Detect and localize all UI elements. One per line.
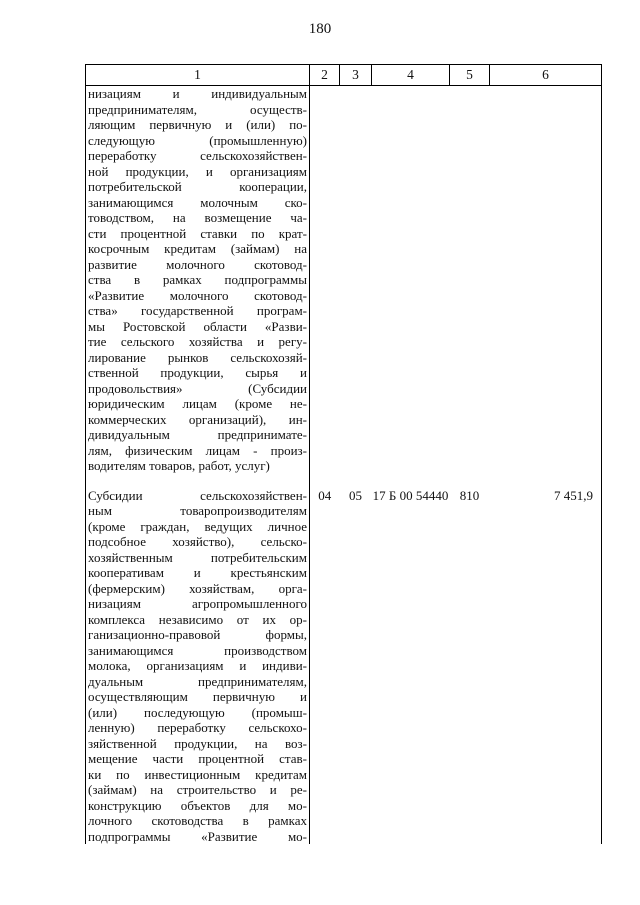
text-line: кооперативам и крестьянским [88,565,307,580]
header-col-3: 3 [340,65,372,86]
text-line: лям, физическим лицам - произ- [88,442,307,458]
text-line: ным товаропроизводителям [88,503,307,518]
row1-col-3 [340,86,372,488]
row2-target-article-code: 17 Б 00 54440 [372,487,449,503]
table-row [86,86,602,488]
text-line: мы Ростовской области «Разви- [88,318,307,334]
text-line: предпринимателям, осуществ- [88,101,307,117]
text-line: ляющим первичную и (или) по- [88,117,307,132]
budget-table [85,64,602,844]
text-line: молока, организациям и индиви- [88,658,307,673]
header-col-1: 1 [86,65,310,86]
text-line: ной продукции, и организациям [88,163,307,179]
text-line: Субсидии сельскохозяйствен- [88,487,307,503]
row2-description [86,488,310,845]
text-line: развитие молочного скотовод- [88,256,307,272]
text-line: коммерческих организаций), ин- [88,411,307,427]
header-col-2: 2 [310,65,340,86]
text-line: низациям и индивидуальным [88,86,307,101]
table-row [86,488,602,845]
text-line: подпрограммы «Развитие мо- [88,828,307,844]
row2-subsection-code: 05 [349,487,362,503]
text-line: тие сельского хозяйства и регу- [88,334,307,349]
text-line: продовольствия» (Субсидии [88,380,307,396]
row1-col-6 [490,86,602,488]
page-number: 180 [308,21,332,37]
row2-expense-type-code: 810 [459,487,480,503]
text-line: подсобное хозяйство), сельско- [88,534,307,549]
row1-description [86,86,310,488]
text-line: ства» государственной програм- [88,303,307,318]
text-line: ки по инвестиционным кредитам [88,766,307,782]
text-line: ства в рамках подпрограммы [88,272,307,287]
text-line: дивидуальным предпринимате- [88,427,307,442]
text-line: сти процентной ставки по крат- [88,225,307,241]
row1-col-5 [450,86,490,488]
text-line: занимающимся молочным ско- [88,194,307,210]
text-line: товодством, на возмещение ча- [88,210,307,225]
text-line: ганизационно-правовой формы, [88,627,307,642]
text-line: дуальным предпринимателям, [88,673,307,689]
text-line: (кроме граждан, ведущих личное [88,518,307,534]
row2-section-code: 04 [318,487,332,503]
text-line: лирование рынков сельскохозяй- [88,349,307,365]
text-line: зяйственной продукции, на воз- [88,735,307,751]
text-line: (фермерским) хозяйствам, орга- [88,580,307,596]
text-line: юридическим лицам (кроме не- [88,396,307,411]
text-line: низациям агропромышленного [88,596,307,611]
header-col-6: 6 [490,65,602,86]
text-line: водителям товаров, работ, услуг) [88,458,270,473]
text-line: конструкцию объектов для мо- [88,797,307,813]
header-col-5: 5 [450,65,490,86]
text-line: переработку сельскохозяйствен- [88,148,307,163]
row1-col-2 [310,86,340,488]
text-line: (займам) на строительство и ре- [88,782,307,797]
text-line: следующую (промышленную) [88,132,307,148]
text-line: «Развитие молочного скотовод- [88,287,307,303]
text-line: потребительской кооперации, [88,179,307,194]
text-line: мещение части процентной став- [88,751,307,766]
text-line: хозяйственным потребительским [88,549,307,565]
table-header-row [86,65,602,86]
text-line: лочного скотоводства в рамках [88,813,307,828]
text-line: комплекса независимо от их ор- [88,611,307,627]
header-col-4: 4 [372,65,450,86]
row2-amount: 7 451,9 [490,488,602,845]
text-line: ленную) переработку сельскохо- [88,720,307,735]
text-line: занимающимся производством [88,642,307,658]
row1-col-4 [372,86,450,488]
text-line: (или) последующую (промыш- [88,704,307,720]
text-line: осуществляющим первичную и [88,689,307,704]
text-line: косрочным кредитам (займам) на [88,241,307,256]
text-line: ственной продукции, сырья и [88,365,307,380]
